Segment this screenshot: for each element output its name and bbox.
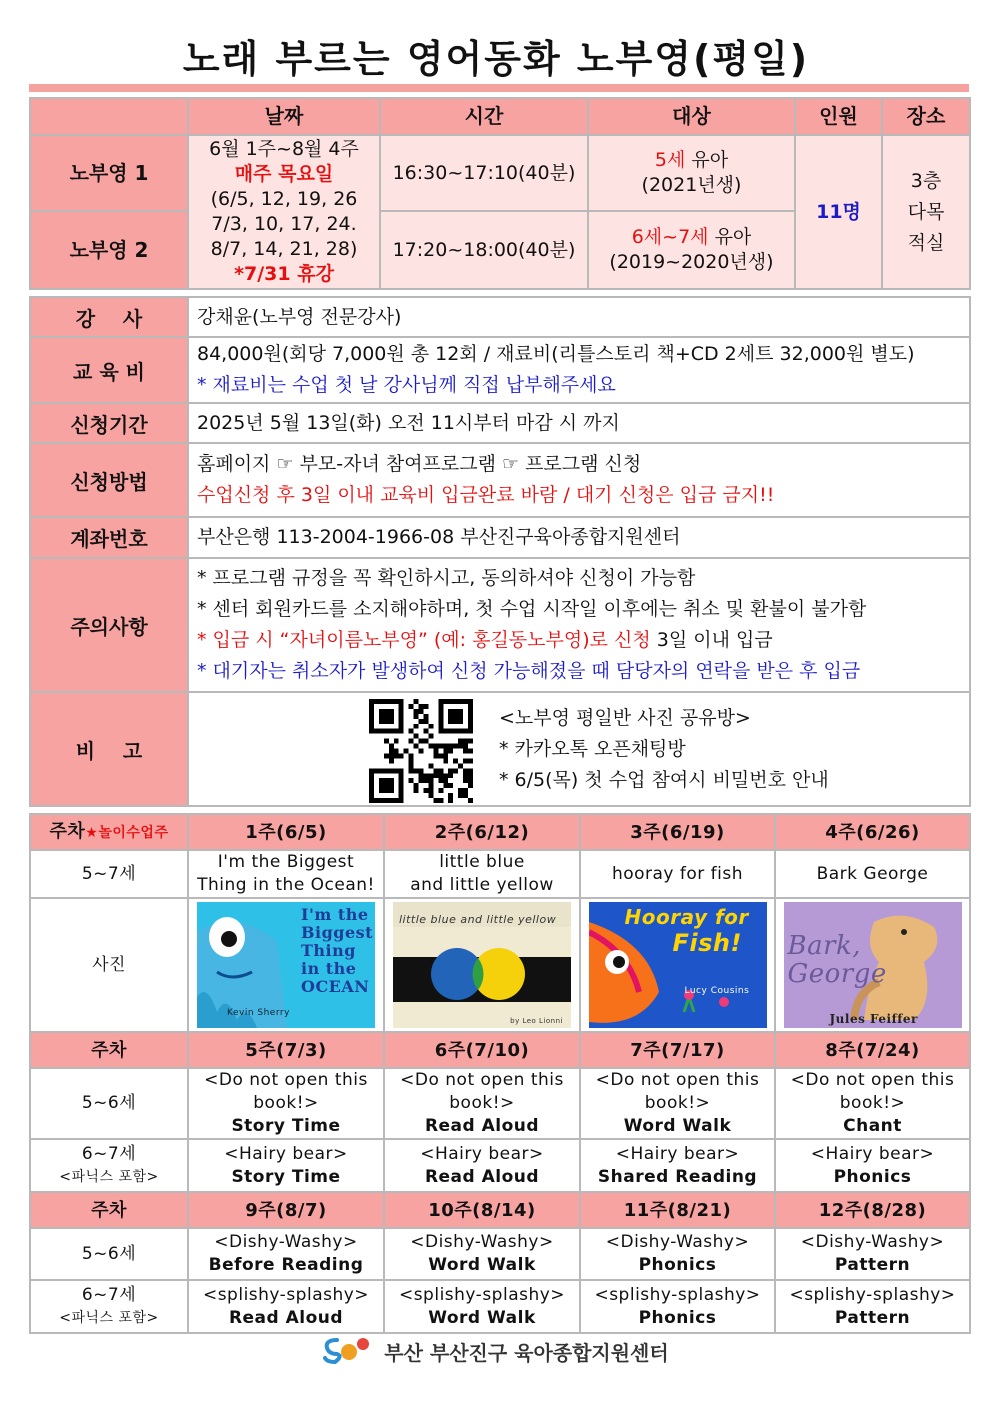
w11-56-activity: Phonics (638, 1255, 717, 1275)
book-1-line-2: Thing in the Ocean! (197, 875, 375, 895)
book-2-line-2: and little yellow (410, 875, 554, 895)
method-note: 수업신청 후 3일 이내 교육비 입금완료 바람 / 대기 신청은 입금 금지!! (197, 484, 775, 506)
caution-item-1: * 프로그램 규정을 꼭 확인하시고, 동의하셔야 신청이 가능함 (197, 567, 696, 589)
week-9-header: 9주(8/7) (188, 1192, 384, 1228)
period-value: 2025년 5월 13일(화) 오전 11시부터 마감 시 까지 (188, 403, 970, 443)
w10-56-book: <Dishy-Washy> (410, 1232, 554, 1252)
w6-56-activity: Read Aloud (424, 1116, 540, 1136)
w10-67-activity: Word Walk (428, 1307, 536, 1328)
target-2 (588, 211, 795, 289)
qr-code-icon (369, 699, 473, 803)
header-time: 시간 (380, 98, 588, 135)
target-birth-1: (2021년생) (641, 174, 742, 196)
age-6-7-label-a (30, 1139, 188, 1192)
week-10-header: 10주(8/14) (384, 1192, 580, 1228)
memo-line-1: <노부영 평일반 사진 공유방> (499, 707, 751, 729)
age-5-7-label: 5~7세 (30, 850, 188, 898)
w7-56 (580, 1068, 775, 1139)
memo-text (499, 703, 829, 796)
book-2 (384, 850, 580, 898)
weekly-plan-table (29, 813, 971, 1334)
caution-item-4: * 대기자는 취소자가 발생하여 신청 가능해졌을 때 담당자의 연락을 받은 후 입금 (197, 660, 861, 682)
w11-56 (580, 1228, 775, 1280)
play-week-note: ★놀이수업주 (85, 824, 169, 841)
week-2-header: 2주(6/12) (384, 814, 580, 850)
cover-1-cell (188, 898, 384, 1032)
account-label: 계좌번호 (30, 517, 188, 558)
w10-56-activity: Word Walk (428, 1255, 536, 1275)
cover-1-title: I'm the Biggest Thing in the OCEAN (301, 905, 374, 996)
w6-56-book-b: book!> (449, 1093, 515, 1113)
book-2-line-1: little blue (439, 852, 525, 872)
method-value: 홈페이지 ☞ 부모-자녀 참여프로그램 ☞ 프로그램 신청 (197, 453, 642, 475)
cover-4-cell (775, 898, 970, 1032)
w11-67-activity: Phonics (638, 1307, 717, 1328)
center-logo-icon (323, 1334, 371, 1369)
w8-56 (775, 1068, 970, 1139)
cover-4-title-a: Bark, (787, 931, 862, 961)
week-7-header: 7주(7/17) (580, 1032, 775, 1068)
w8-56-activity: Chant (843, 1116, 902, 1136)
week-5-header: 5주(7/3) (188, 1032, 384, 1068)
w12-56-activity: Pattern (834, 1255, 911, 1275)
date-list-july: 7/3, 10, 17, 24. (211, 213, 357, 235)
title-underline (29, 84, 969, 92)
week-4-header: 4주(6/26) (775, 814, 970, 850)
book-cover-bark-george (784, 902, 962, 1028)
class-name-2: 노부영 2 (30, 211, 188, 289)
w11-67-book: <splishy-splashy> (594, 1284, 761, 1305)
w8-56-book-b: book!> (839, 1093, 906, 1113)
w6-67-book: <Hairy bear> (420, 1143, 544, 1164)
corner-cell (30, 98, 188, 135)
date-holiday: *7/31 휴강 (234, 263, 334, 285)
w12-56-book: <Dishy-Washy> (800, 1232, 945, 1252)
fee-value: 84,000원(회당 7,000원 총 12회 / 재료비(리틀스토리 책+CD 2세트 32,000원 별도) (197, 343, 915, 365)
fee-cell (188, 337, 970, 403)
place-line-2: 다목 (907, 200, 945, 223)
week-12-header: 12주(8/28) (775, 1192, 970, 1228)
age-5-6-label-b: 5~6세 (30, 1228, 188, 1280)
caution-item-3: * 입금 시 “자녀이름노부영” (예: 홍길동노부영)로 신청 (197, 629, 651, 651)
count-cell: 11명 (795, 135, 882, 289)
week-label-text: 주차 (49, 820, 86, 842)
footer (0, 1334, 992, 1369)
w7-67-book: <Hairy bear> (615, 1143, 740, 1164)
header-place: 장소 (882, 98, 970, 135)
date-range: 6월 1주~8월 4주 (209, 138, 359, 160)
place-line-1: 3층 (910, 169, 942, 192)
w5-67-activity: Story Time (231, 1166, 341, 1187)
header-date: 날짜 (188, 98, 380, 135)
w8-56-book-a: <Do not open this (790, 1070, 955, 1090)
fee-label: 교 육 비 (30, 337, 188, 403)
phonics-note-b: <파닉스 포함> (59, 1309, 159, 1326)
w7-56-activity: Word Walk (623, 1116, 732, 1136)
target-age-2: 6세~7세 (631, 226, 709, 248)
book-1-line-1: I'm the Biggest (217, 852, 355, 872)
date-cell (188, 135, 380, 289)
period-label: 신청기간 (30, 403, 188, 443)
w7-67 (580, 1139, 775, 1192)
w12-56 (775, 1228, 970, 1280)
time-1: 16:30~17:10(40분) (380, 135, 588, 211)
week-label-3: 주차 (30, 1192, 188, 1228)
age-5-6-label-a: 5~6세 (30, 1068, 188, 1139)
w10-56 (384, 1228, 580, 1280)
time-2: 17:20~18:00(40분) (380, 211, 588, 289)
w9-56 (188, 1228, 384, 1280)
footer-text: 부산 부산진구 육아종합지원센터 (384, 1341, 669, 1365)
cover-3-title-b: Fish! (672, 929, 742, 957)
w5-56 (188, 1068, 384, 1139)
cover-4-title-b: George (787, 959, 887, 989)
caution-cell (188, 558, 970, 692)
w8-67-activity: Phonics (833, 1166, 912, 1187)
memo-line-2: * 카카오톡 오픈채팅방 (499, 738, 686, 760)
w6-56 (384, 1068, 580, 1139)
w9-67 (188, 1280, 384, 1333)
week-6-header: 6주(7/10) (384, 1032, 580, 1068)
w8-67-book: <Hairy bear> (810, 1143, 935, 1164)
w12-67 (775, 1280, 970, 1333)
w7-67-activity: Shared Reading (597, 1166, 758, 1187)
book-3: hooray for fish (580, 850, 775, 898)
book-cover-biggest-thing (197, 902, 375, 1028)
w5-67 (188, 1139, 384, 1192)
w7-56-book-a: <Do not open this (595, 1070, 760, 1090)
w6-56-book-a: <Do not open this (400, 1070, 564, 1090)
w5-56-book-b: book!> (253, 1093, 319, 1113)
w6-67-activity: Read Aloud (424, 1166, 540, 1187)
cover-4-title (788, 932, 887, 988)
caution-item-2: * 센터 회원카드를 소지해야하며, 첫 수업 시작일 이후에는 취소 및 환불이 불가함 (197, 598, 867, 620)
w7-56-book-b: book!> (644, 1093, 711, 1113)
age-6-7-text-b: 6~7세 (81, 1284, 137, 1305)
w5-56-activity: Story Time (231, 1116, 341, 1136)
book-cover-hooray-fish (589, 902, 767, 1028)
memo-cell (188, 692, 970, 806)
target-age-1: 5세 (654, 149, 686, 171)
page-title: 노래 부르는 영어동화 노부영(평일) (182, 37, 810, 81)
cover-3-cell (580, 898, 775, 1032)
w9-56-activity: Before Reading (208, 1255, 364, 1275)
memo-line-3: * 6/5(목) 첫 수업 참여시 비밀번호 안내 (499, 769, 829, 791)
cover-3-author: Lucy Cousins (684, 986, 750, 996)
week-1-header: 1주(6/5) (188, 814, 384, 850)
info-table (29, 296, 971, 807)
w8-67 (775, 1139, 970, 1192)
place-cell (882, 135, 970, 289)
target-1 (588, 135, 795, 211)
header-target: 대상 (588, 98, 795, 135)
week-11-header: 11주(8/21) (580, 1192, 775, 1228)
header-count: 인원 (795, 98, 882, 135)
w11-67 (580, 1280, 775, 1333)
memo-label: 비 고 (30, 692, 188, 806)
date-list-august: 8/7, 14, 21, 28) (210, 238, 358, 260)
cover-1-author: Kevin Sherry (227, 1008, 290, 1018)
w11-56-book: <Dishy-Washy> (605, 1232, 750, 1252)
w10-67-book: <splishy-splashy> (398, 1284, 566, 1305)
book-cover-little-blue (393, 902, 571, 1028)
teacher-label: 강 사 (30, 297, 188, 337)
target-kind-1: 유아 (685, 149, 729, 171)
date-list-june: (6/5, 12, 19, 26 (210, 188, 358, 210)
cover-4-author: Jules Feiffer (829, 1012, 918, 1026)
method-cell (188, 443, 970, 517)
method-label: 신청방법 (30, 443, 188, 517)
place-line-3: 적실 (907, 231, 945, 254)
phonics-note-a: <파닉스 포함> (59, 1168, 159, 1185)
cover-3-title-a: Hooray for (624, 905, 749, 929)
w9-67-activity: Read Aloud (228, 1307, 344, 1328)
w10-67 (384, 1280, 580, 1333)
target-birth-2: (2019~2020년생) (609, 251, 774, 273)
w12-67-book: <splishy-splashy> (789, 1284, 956, 1305)
age-6-7-label-b (30, 1280, 188, 1333)
schedule-table (29, 97, 971, 290)
w9-67-book: <splishy-splashy> (202, 1284, 370, 1305)
date-weekday: 매주 목요일 (234, 163, 334, 185)
w12-67-activity: Pattern (834, 1307, 911, 1328)
w5-67-book: <Hairy bear> (224, 1143, 348, 1164)
week-label-1 (30, 814, 188, 850)
class-name-1: 노부영 1 (30, 135, 188, 211)
teacher-value: 강채윤(노부영 전문강사) (188, 297, 970, 337)
week-8-header: 8주(7/24) (775, 1032, 970, 1068)
week-3-header: 3주(6/19) (580, 814, 775, 850)
w9-56-book: <Dishy-Washy> (214, 1232, 358, 1252)
week-label-2: 주차 (30, 1032, 188, 1068)
age-6-7-text-a: 6~7세 (81, 1143, 137, 1164)
caution-item-3-rest: 3일 이내 입금 (650, 629, 773, 651)
account-value: 부산은행 113-2004-1966-08 부산진구육아종합지원센터 (188, 517, 970, 558)
w5-56-book-a: <Do not open this (204, 1070, 368, 1090)
book-4: Bark George (775, 850, 970, 898)
book-1 (188, 850, 384, 898)
cover-2-cell (384, 898, 580, 1032)
caution-label: 주의사항 (30, 558, 188, 692)
cover-2-title: little blue and little yellow (399, 913, 557, 926)
w6-67 (384, 1139, 580, 1192)
photo-label: 사진 (30, 898, 188, 1032)
target-kind-2: 유아 (708, 226, 752, 248)
cover-2-author: by Leo Lionni (510, 1017, 563, 1025)
fee-note: * 재료비는 수업 첫 날 강사님께 직접 납부해주세요 (197, 374, 616, 396)
